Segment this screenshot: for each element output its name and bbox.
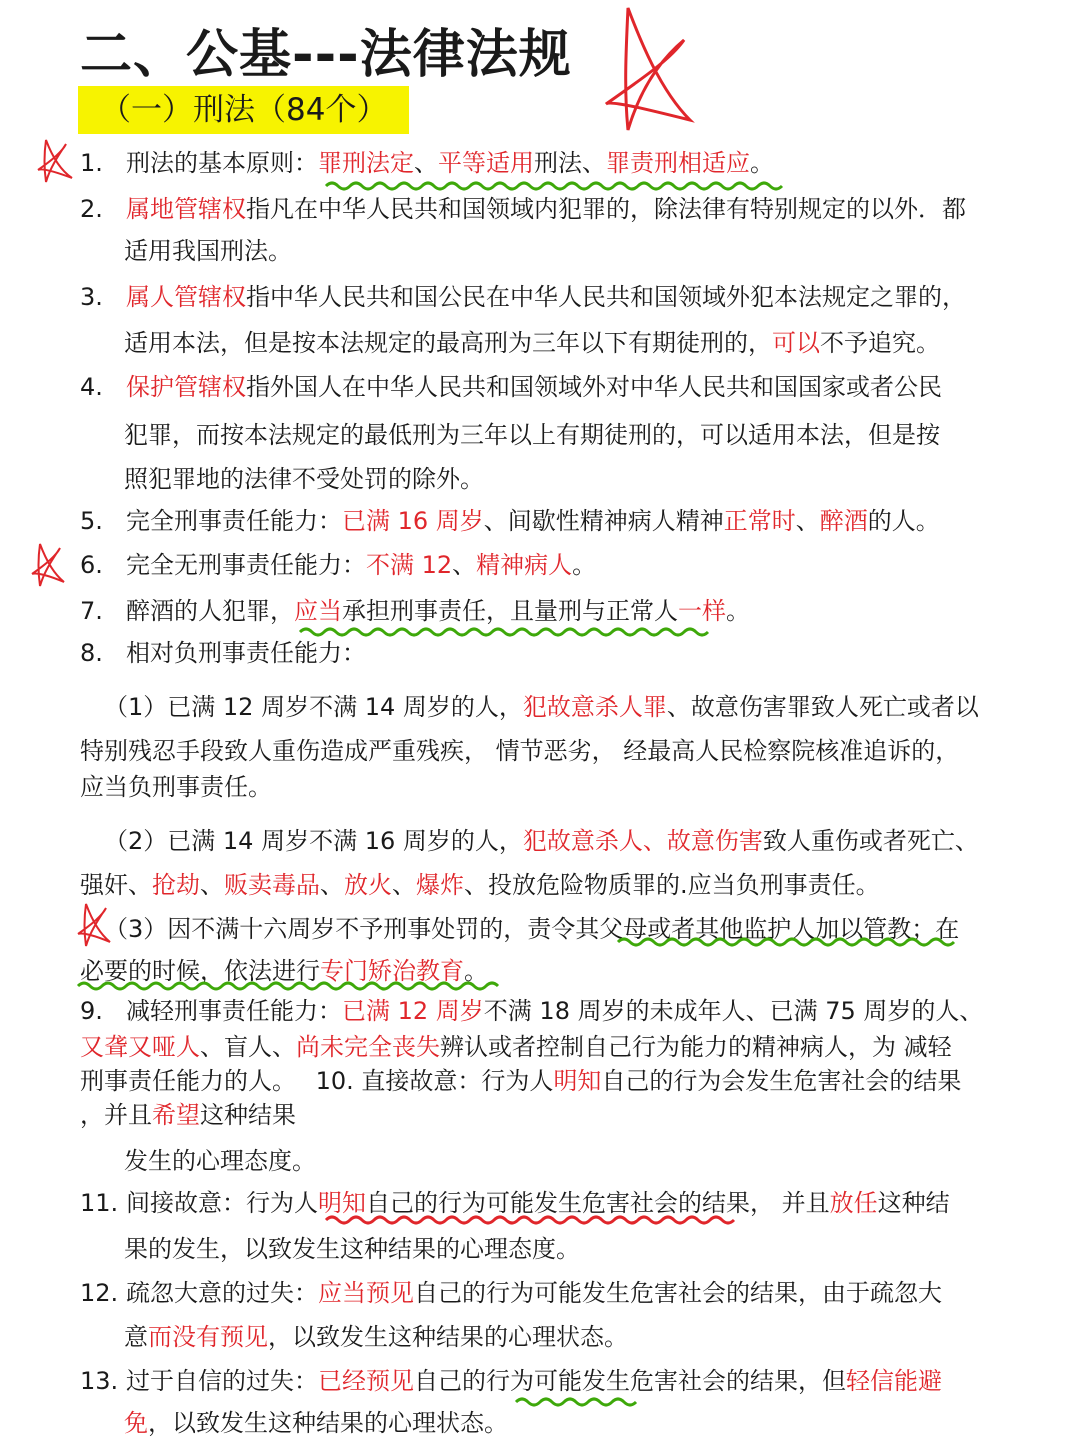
star-doodle-icon	[38, 140, 72, 182]
text: 、	[795, 507, 820, 535]
text: 这种结果	[200, 1101, 296, 1129]
red-squiggle-underline	[326, 1217, 734, 1223]
text: 辨认或者控制自己行为能力的精神病人，为 减轻	[440, 1033, 952, 1061]
red-term: 放任	[829, 1189, 878, 1217]
text: ，以致发生这种结果的心理状态。	[268, 1323, 628, 1351]
item-number: 13.	[80, 1367, 119, 1395]
text: 自己的行为可能发生危害社会的结果，由于疏忽大	[414, 1279, 942, 1307]
text: 必要的时候，依法进行	[80, 957, 320, 985]
text: 、	[452, 551, 477, 579]
text: 指凡在中华人民共和国领域内犯罪的，除法律有特别规定的以外．都	[246, 195, 966, 223]
red-term: 专门矫治教育	[320, 957, 464, 985]
star-doodle-icon	[32, 544, 64, 586]
page-title: 二、公基---法律法规	[80, 25, 572, 85]
text: 刑法的基本原则：	[126, 149, 318, 177]
text: 、故意伤害罪致人死亡或者以	[666, 693, 979, 721]
text: 。	[726, 597, 750, 625]
red-term: 放火	[344, 871, 392, 899]
text: 醉酒的人犯罪，	[126, 597, 294, 625]
text: 、	[392, 871, 416, 899]
star-doodle-icon	[606, 8, 690, 130]
text: 自己的行为可能发生危害社会的结果，但	[414, 1367, 846, 1395]
red-term: 平等适用	[438, 149, 534, 177]
red-term: 已满 12 周岁	[342, 997, 484, 1025]
red-term: 轻信能避	[846, 1367, 942, 1395]
text: 相对负刑事责任能力：	[126, 639, 366, 667]
red-term: 而没有预见	[148, 1323, 268, 1351]
red-term: 犯故意杀人、故意伤害	[522, 827, 763, 855]
red-term: 免	[124, 1409, 148, 1437]
red-term: 属人管辖权	[126, 283, 246, 311]
green-squiggle-underline	[78, 983, 498, 989]
star-doodle-icon	[78, 904, 110, 946]
text: ，并且	[80, 1101, 152, 1129]
text: 疏忽大意的过失：	[126, 1279, 318, 1307]
red-term: 应当预见	[318, 1279, 414, 1307]
red-term: 已满 16 周岁	[342, 507, 484, 535]
text: 刑法、	[534, 149, 606, 177]
green-squiggle-underline	[618, 939, 954, 945]
text: 适用本法，但是按本法规定的最高刑为三年以下有期徒刑的，	[124, 329, 772, 357]
red-term: 尚未完全丧失	[296, 1033, 440, 1061]
text: 间接故意：行为人	[126, 1189, 318, 1217]
text: 致人重伤或者死亡、	[762, 827, 979, 855]
text: 照犯罪地的法律不受处罚的除外。	[124, 465, 484, 493]
item-number: 2.	[80, 195, 103, 223]
red-term: 正常时	[723, 507, 796, 535]
text: 这种结	[877, 1189, 950, 1217]
item-number: 4.	[80, 373, 103, 401]
text: 不予追究。	[820, 329, 940, 357]
text: 刑事责任能力的人。 10. 直接故意：行为人	[80, 1067, 554, 1095]
item-number: 5.	[80, 507, 103, 535]
item-number: 1.	[80, 149, 103, 177]
green-squiggle-underline	[516, 1399, 636, 1405]
item-number: 9.	[80, 997, 103, 1025]
red-term: 爆炸	[416, 871, 464, 899]
red-term: 不满 12	[366, 551, 453, 579]
text: （2）已满 14 周岁不满 16 周岁的人，	[104, 827, 523, 855]
red-term: 精神病人	[476, 551, 573, 579]
text: （3）因不满十六周岁不予刑事处罚的，责令其父母或者其他监护人加以管教；在	[104, 915, 960, 943]
red-term: 明知	[318, 1189, 366, 1217]
red-term: 又聋又哑人	[80, 1033, 200, 1061]
text: 果的发生，以致发生这种结果的心理态度。	[124, 1235, 580, 1263]
red-term: 罪责刑相适应	[606, 149, 750, 177]
red-term: 一样	[678, 597, 726, 625]
red-term: 应当	[294, 597, 342, 625]
text: 、	[200, 871, 224, 899]
text: 适用我国刑法。	[124, 237, 292, 265]
item-number: 12.	[80, 1279, 119, 1307]
text: ，以致发生这种结果的心理状态。	[148, 1409, 508, 1437]
text: 减轻刑事责任能力：	[126, 997, 342, 1025]
text: 、投放危险物质罪的.应当负刑事责任。	[464, 871, 880, 899]
text: 。	[464, 957, 488, 985]
red-term: 保护管辖权	[126, 373, 246, 401]
text: 、	[320, 871, 344, 899]
red-term: 抢劫	[152, 871, 200, 899]
text: 不满 18 周岁的未成年人、已满 75 周岁的人、	[483, 997, 984, 1025]
red-term: 犯故意杀人罪	[522, 693, 667, 721]
text: 犯罪，而按本法规定的最低刑为三年以上有期徒刑的，可以适用本法，但是按	[124, 421, 940, 449]
text: 、间歇性精神病人精神	[483, 507, 724, 535]
red-term: 希望	[152, 1101, 200, 1129]
red-term: 醉酒	[819, 507, 868, 535]
text: 承担刑事责任，且量刑与正常人	[342, 597, 678, 625]
text: 自己的行为可能发生危害社会的结果， 并且	[366, 1189, 830, 1217]
item-number: 3.	[80, 283, 103, 311]
item-number: 6.	[80, 551, 103, 579]
item-number: 8.	[80, 639, 103, 667]
green-squiggle-underline	[326, 183, 782, 189]
green-squiggle-underline	[300, 629, 708, 635]
item-number: 11.	[80, 1189, 119, 1217]
section-heading: （一）刑法（84个）	[78, 86, 409, 134]
red-term: 贩卖毒品	[224, 871, 320, 899]
red-term: 已经预见	[318, 1367, 414, 1395]
text: 。	[750, 149, 774, 177]
text: 过于自信的过失：	[126, 1367, 318, 1395]
text: 指中华人民共和国公民在中华人民共和国领域外犯本法规定之罪的，	[246, 283, 966, 311]
text: 发生的心理态度。	[124, 1147, 316, 1175]
red-term: 罪刑法定	[318, 149, 414, 177]
red-term: 可以	[772, 329, 820, 357]
red-term: 明知	[553, 1067, 602, 1095]
text: 应当负刑事责任。	[80, 773, 272, 801]
text: 。	[572, 551, 597, 579]
text: 、盲人、	[200, 1033, 296, 1061]
text: 自己的行为会发生危害社会的结果	[601, 1067, 962, 1095]
text: （1）已满 12 周岁不满 14 周岁的人，	[104, 693, 523, 721]
text: 的人。	[867, 507, 940, 535]
text: 特别残忍手段致人重伤造成严重残疾， 情节恶劣， 经最高人民检察院核准追诉的，	[80, 737, 960, 765]
text: 强奸、	[80, 871, 152, 899]
item-number: 7.	[80, 597, 103, 625]
text: 完全无刑事责任能力：	[126, 551, 366, 579]
text: 、	[414, 149, 438, 177]
text: 完全刑事责任能力：	[126, 507, 342, 535]
red-term: 属地管辖权	[126, 195, 246, 223]
text: 指外国人在中华人民共和国领域外对中华人民共和国国家或者公民	[246, 373, 942, 401]
text: 意	[124, 1323, 148, 1351]
